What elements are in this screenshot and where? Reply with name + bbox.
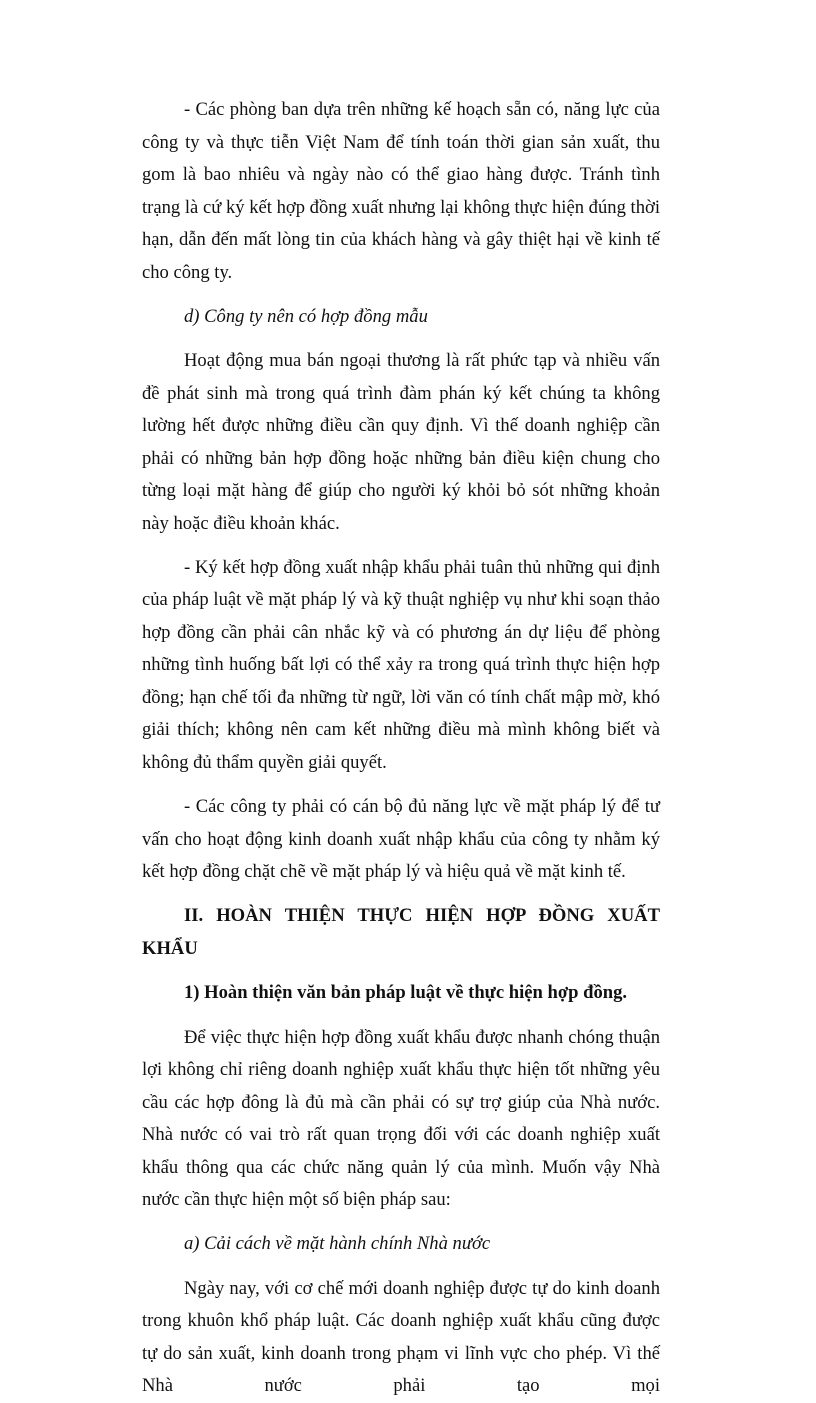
paragraph-delivery-planning: - Các phòng ban dựa trên những kế hoạch sẵn có, năng lực của công ty và thực tiễn Việt Nam để tính toán thời gian sản xuất, thu gom là bao nhiêu và ngày nào có thể giao hàng được. Tránh tình trạng là cứ ký kết hợp đồng xuất nhưng lại không thực hiện đúng thời hạn, dẫn đến mất lòng tin của khách hàng và gây thiệt hại về kinh tế cho công ty. [142,99,660,283]
subheading-administrative-reform: a) Cải cách về mặt hành chính Nhà nước [184,1233,491,1255]
document-page [142,94,660,1403]
paragraph-legal-staff: - Các công ty phải có cán bộ đủ năng lực về mặt pháp lý để tư vấn cho hoạt động kinh doanh xuất nhập khẩu của công ty nhằm ký kết hợp đồng chặt chẽ về mặt pháp lý và hiệu quả về mặt kinh tế. [142,796,660,883]
paragraph-state-support: Để việc thực hiện hợp đồng xuất khẩu được nhanh chóng thuận lợi không chỉ riêng doanh nghiệp xuất khẩu thực hiện tốt những yêu cầu các hợp đông là đủ mà cần phải có sự trợ giúp của Nhà nước. Nhà nước có vai trò rất quan trọng đối với các doanh nghiệp xuất khẩu thông qua các chức năng quản lý của mình. Muốn vậy Nhà nước cần thực hiện một số biện pháp sau: [142,1026,660,1211]
subheading-sample-contract: d) Công ty nên có hợp đồng mẫu [184,305,428,327]
paragraph-legal-compliance: - Ký kết hợp đồng xuất nhập khẩu phải tuân thủ những qui định của pháp luật về mặt pháp lý và kỹ thuật nghiệp vụ như khi soạn thảo hợp đồng cần phải cân nhắc kỹ và có phương án dự liệu để phòng những tình huống bất lợi có thể xảy ra trong quá trình thực hiện hợp đồng; hạn chế tối đa những từ ngữ, lời văn có tính chất mập mờ, khó giải thích; không nên cam kết những điều mà mình không biết và không đủ thẩm quyền giải quyết. [142,556,660,773]
section-heading-export-contract: II. HOÀN THIỆN THỰC HIỆN HỢP ĐỒNG XUẤT KHẨU [142,905,660,959]
subsection-heading-legal-documents: 1) Hoàn thiện văn bản pháp luật về thực hiện hợp đồng. [184,982,628,1004]
paragraph-foreign-trade: Hoạt động mua bán ngoại thương là rất phức tạp và nhiều vấn đề phát sinh mà trong quá trình đàm phán ký kết chúng ta không lường hết được những điều cần quy định. Vì thế doanh nghiệp cần phải có những bản hợp đồng hoặc những bản điều kiện chung cho từng loại mặt hàng để giúp cho người ký khỏi bỏ sót những khoản này hoặc điều khoản khác. [142,350,660,534]
paragraph-new-mechanism: Ngày nay, với cơ chế mới doanh nghiệp được tự do kinh doanh trong khuôn khổ pháp luật. Các doanh nghiệp xuất khẩu cũng được tự do sản xuất, kinh doanh trong phạm vi lĩnh vực cho phép. Vì thế Nhà nước phải tạo mọi [142,1277,660,1397]
